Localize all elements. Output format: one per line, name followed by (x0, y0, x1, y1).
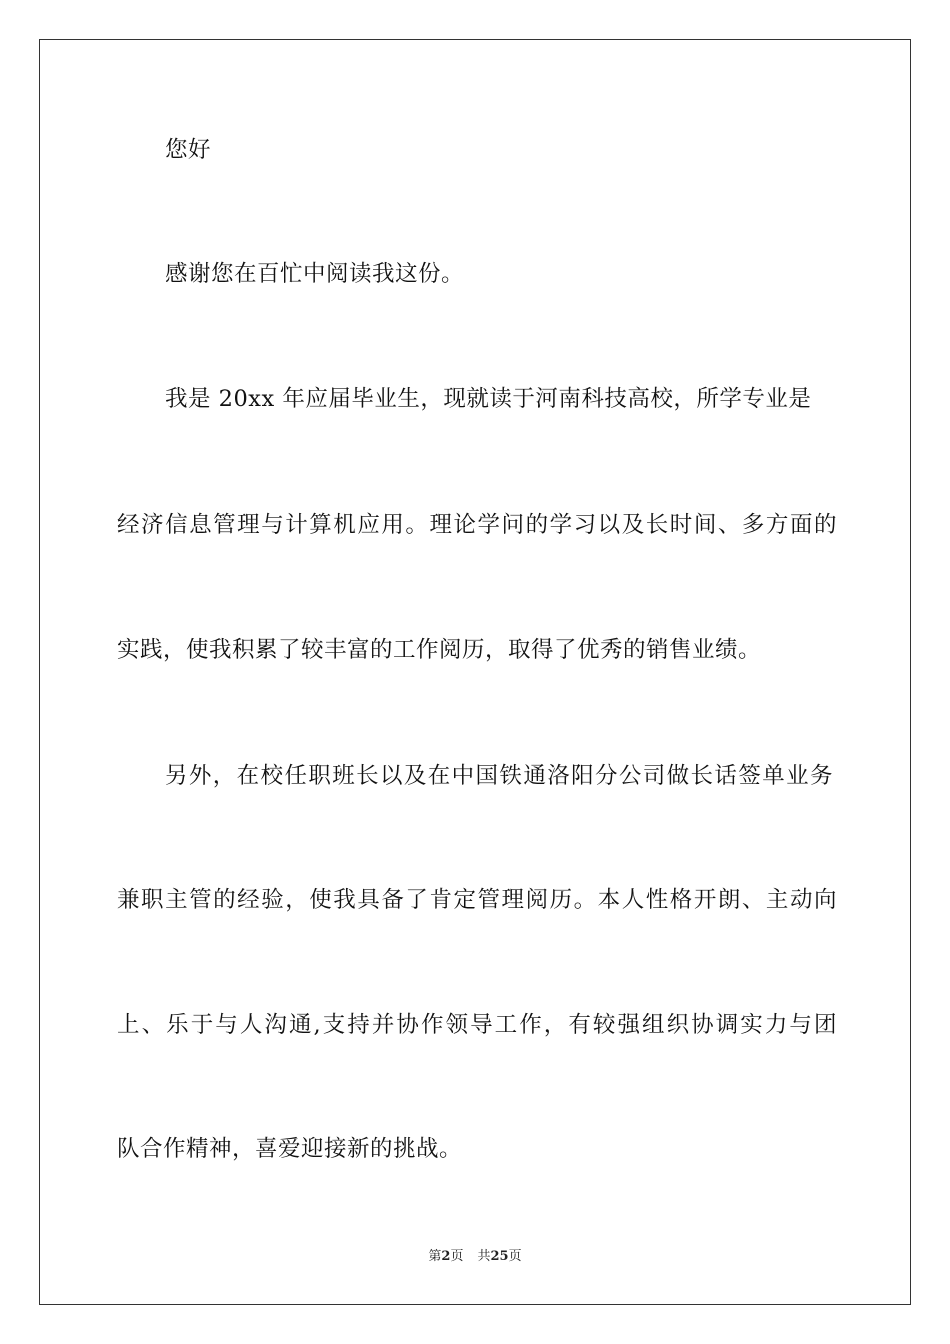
paragraph-line: 经济信息管理与计算机应用。理论学问的学习以及长时间、多方面的 (117, 512, 837, 538)
paragraph-line: 实践，使我积累了较丰富的工作阅历，取得了优秀的销售业绩。 (117, 637, 762, 663)
greeting-line: 您好 (165, 137, 212, 163)
paragraph-line: 上、乐于与人沟通,支持并协作领导工作，有较强组织协调实力与团 (117, 1012, 837, 1038)
paragraph-line: 兼职主管的经验，使我具备了肯定管理阅历。本人性格开朗、主动向 (117, 887, 837, 913)
total-suffix: 页 (508, 1249, 522, 1264)
page-border (39, 39, 911, 1305)
page-footer (0, 1248, 950, 1266)
page-suffix: 页 (450, 1249, 464, 1264)
page-prefix: 第 (428, 1249, 442, 1264)
paragraph-line: 另外，在校任职班长以及在中国铁通洛阳分公司做长话签单业务 (165, 763, 833, 789)
paragraph-line: 我是 20xx 年应届毕业生，现就读于河南科技高校，所学专业是 (165, 386, 812, 412)
total-prefix: 共 (477, 1249, 491, 1264)
page-total: 25 (490, 1249, 509, 1264)
paragraph-line: 感谢您在百忙中阅读我这份。 (165, 261, 465, 287)
page-current: 2 (441, 1249, 451, 1264)
paragraph-line: 队合作精神，喜爱迎接新的挑战。 (117, 1136, 463, 1162)
